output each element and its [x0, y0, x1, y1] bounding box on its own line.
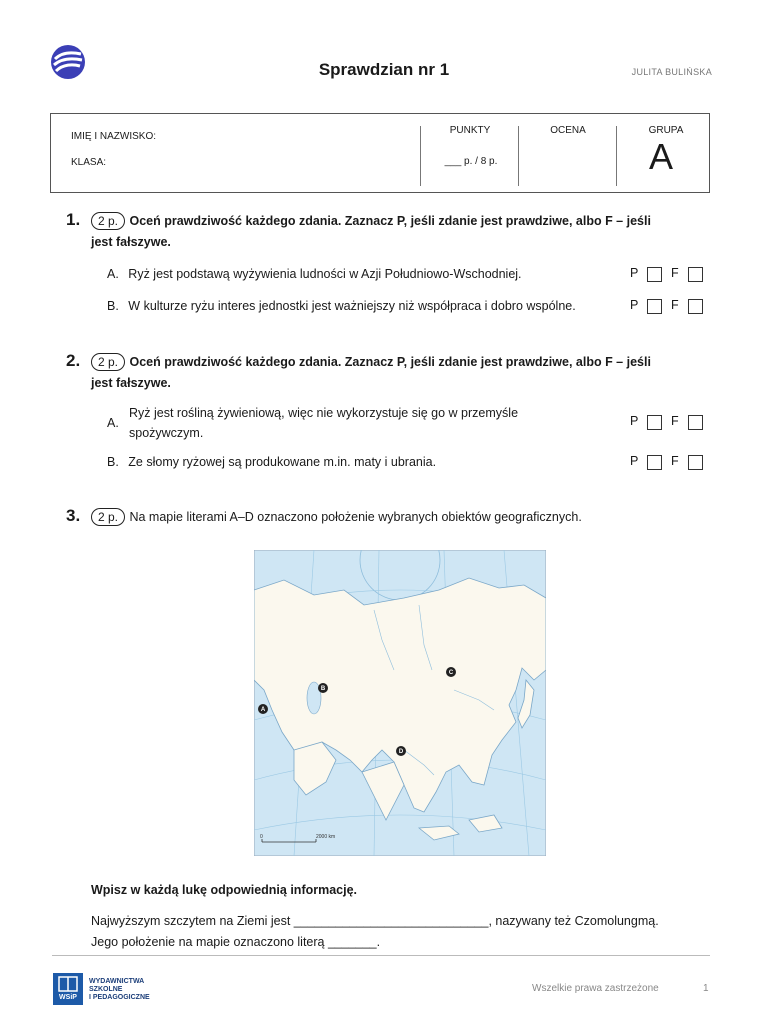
question-1-line1: Oceń prawdziwość każdego zdania. Zaznacz P, jeśli zdanie jest prawdziwe, albo F – jeśli: [129, 214, 651, 228]
publisher-name: [89, 978, 150, 1002]
wsip-logo-icon: [53, 973, 83, 1005]
item-letter: B.: [107, 299, 119, 313]
class-label: KLASA:: [71, 157, 107, 168]
question-3-number: 3.: [66, 506, 81, 525]
question-2-item-b: [107, 452, 436, 472]
item-letter: B.: [107, 455, 119, 469]
question-2-text: [91, 352, 651, 372]
false-label: F: [671, 414, 679, 428]
group-header: GRUPA: [648, 125, 684, 136]
publisher-line: WYDAWNICTWA: [89, 978, 145, 985]
map-marker-a: [258, 704, 268, 714]
item-text: Ryż jest podstawą wyżywienia ludności w Azji Południowo-Wschodniej.: [128, 267, 522, 281]
false-checkbox[interactable]: [688, 299, 703, 314]
author-name: JULITA BULIŃSKA: [631, 67, 712, 77]
true-checkbox[interactable]: [647, 415, 662, 430]
footer-divider: [52, 955, 710, 956]
true-label: P: [630, 414, 639, 428]
page-title: Sprawdzian nr 1: [318, 60, 450, 79]
question-3-prompt: Na mapie literami A–D oznaczono położenie wybranych obiektów geograficznych.: [129, 510, 582, 524]
svg-text:0: 0: [260, 834, 263, 840]
svg-text:C: C: [448, 670, 454, 676]
question-1-line2: jest fałszywe.: [91, 235, 171, 249]
item-text: Ze słomy ryżowej są produkowane m.in. maty i ubrania.: [128, 455, 437, 469]
question-1-item-a: [107, 264, 522, 284]
true-checkbox[interactable]: [647, 455, 662, 470]
false-checkbox[interactable]: [688, 455, 703, 470]
true-label: P: [630, 266, 639, 280]
wsip-short: WSiP: [59, 994, 77, 1001]
false-label: F: [671, 266, 679, 280]
question-2-item-a-line1: Ryż jest rośliną żywieniową, więc nie wykorzystuje się go w przemyśle: [129, 406, 519, 420]
grade-header: OCENA: [550, 125, 586, 136]
false-label: F: [671, 298, 679, 312]
publisher-line: I PEDAGOGICZNE: [89, 994, 150, 1001]
true-label: P: [630, 298, 639, 312]
fill-in-sentence-2: Jego położenie na mapie oznaczono literą _______.: [91, 935, 381, 949]
map-marker-b: [318, 683, 328, 693]
instruction: Wpisz w każdą lukę odpowiednią informację.: [91, 883, 358, 897]
points-badge: 2 p.: [91, 212, 125, 230]
points-badge: 2 p.: [91, 508, 125, 526]
false-checkbox[interactable]: [688, 267, 703, 282]
group-value: A: [648, 136, 673, 177]
publisher-line: SZKOLNE: [89, 986, 123, 993]
map-marker-c: [446, 667, 456, 677]
question-2-item-a-line2: spożywczym.: [129, 426, 204, 440]
question-3-text: [91, 507, 582, 527]
page-number: 1: [703, 983, 709, 994]
asia-map: [254, 550, 546, 856]
true-checkbox[interactable]: [647, 299, 662, 314]
name-label: IMIĘ I NAZWISKO:: [71, 131, 157, 142]
map-marker-d: [396, 746, 406, 756]
svg-text:D: D: [398, 749, 404, 755]
fill-in-sentence-1: Najwyższym szczytem na Ziemi jest ____________________________, nazywany też Czomolungmą.: [91, 914, 659, 928]
question-2-line1: Oceń prawdziwość każdego zdania. Zaznacz P, jeśli zdanie jest prawdziwe, albo F – jeśli: [129, 355, 651, 369]
svg-text:B: B: [320, 686, 326, 692]
points-header: PUNKTY: [449, 125, 491, 136]
false-checkbox[interactable]: [688, 415, 703, 430]
item-letter: A.: [107, 267, 119, 281]
svg-text:2000 km: 2000 km: [316, 834, 336, 840]
true-label: P: [630, 454, 639, 468]
svg-text:A: A: [260, 707, 266, 713]
question-2-line2: jest fałszywe.: [91, 376, 171, 390]
copyright: Wszelkie prawa zastrzeżone: [532, 983, 659, 994]
true-checkbox[interactable]: [647, 267, 662, 282]
item-text: W kulturze ryżu interes jednostki jest ważniejszy niż współpraca i dobro wspólne.: [128, 299, 576, 313]
points-field: ___ p. / 8 p.: [444, 156, 498, 167]
question-1-text: [91, 211, 651, 231]
question-1-item-b: [107, 296, 576, 316]
item-letter: A.: [107, 416, 119, 430]
points-badge: 2 p.: [91, 353, 125, 371]
question-2-number: 2.: [66, 351, 81, 370]
student-info-box: [50, 113, 710, 193]
question-1-number: 1.: [66, 210, 81, 229]
false-label: F: [671, 454, 679, 468]
